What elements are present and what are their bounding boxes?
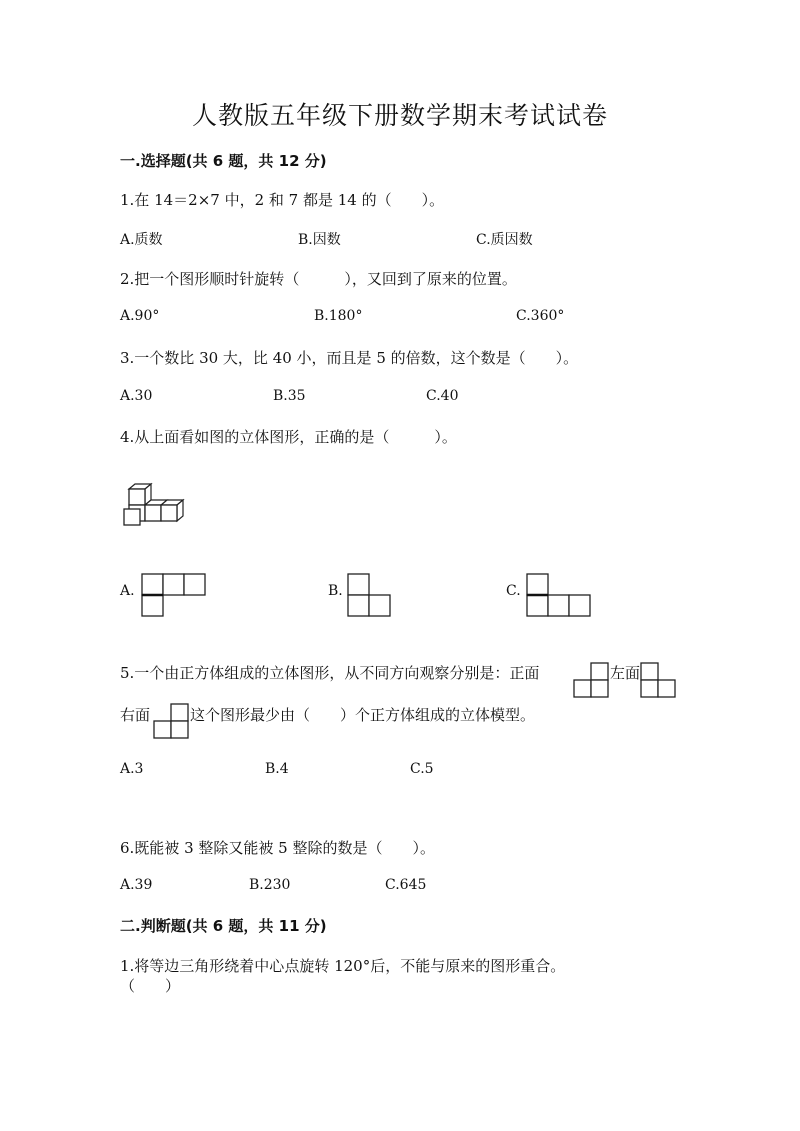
- judgement-question-1-blank: （ ）: [120, 977, 181, 995]
- option-a-top-view-icon: [141, 573, 207, 619]
- question-5-option-b: B.4: [265, 761, 289, 777]
- page-title: 人教版五年级下册数学期末考试试卷: [191, 101, 608, 130]
- question-5-option-c: C.5: [410, 761, 434, 777]
- question-4-option-a: A.: [120, 583, 135, 599]
- left-view-icon: [640, 662, 678, 698]
- question-3-option-c: C.40: [426, 388, 459, 404]
- question-5-text-part4: 这个图形最少由（ ）个正方体组成的立体模型。: [190, 706, 536, 724]
- question-2-option-c: C.360°: [516, 308, 565, 324]
- question-4-option-c: C.: [506, 583, 521, 599]
- question-2-text: 2.把一个图形顺时针旋转（ ），又回到了原来的位置。: [120, 270, 517, 288]
- solid-figure-diagram: [122, 483, 186, 527]
- question-5-text-part2: 左面: [610, 664, 641, 682]
- question-6-option-a: A.39: [120, 877, 153, 893]
- question-4-text: 4.从上面看如图的立体图形，正确的是（ ）。: [120, 428, 457, 446]
- question-3-option-a: A.30: [120, 388, 153, 404]
- question-4-option-b: B.: [328, 583, 343, 599]
- question-3-option-b: B.35: [273, 388, 306, 404]
- question-5-text-part3: 右面: [120, 706, 151, 724]
- question-6-option-b: B.230: [249, 877, 291, 893]
- question-6-option-c: C.645: [385, 877, 427, 893]
- question-2-option-a: A.90°: [120, 308, 160, 324]
- question-5-option-a: A.3: [120, 761, 144, 777]
- question-3-text: 3.一个数比 30 大，比 40 小，而且是 5 的倍数，这个数是（ ）。: [120, 349, 579, 367]
- option-b-top-view-icon: [347, 573, 393, 619]
- question-1-option-c: C.质因数: [476, 232, 533, 248]
- right-view-icon: [153, 703, 191, 739]
- front-view-icon: [573, 662, 611, 698]
- question-1-text: 1.在 14＝2×7 中，2 和 7 都是 14 的（ ）。: [120, 191, 445, 209]
- option-c-top-view-icon: [526, 573, 594, 619]
- question-1-option-a: A.质数: [120, 232, 163, 248]
- judgement-question-1-text: 1.将等边三角形绕着中心点旋转 120°后，不能与原来的图形重合。: [120, 957, 566, 975]
- section-heading-judgement: 二.判断题(共 6 题，共 11 分): [120, 917, 327, 935]
- question-2-option-b: B.180°: [314, 308, 363, 324]
- question-1-option-b: B.因数: [298, 232, 341, 248]
- question-6-text: 6.既能被 3 整除又能被 5 整除的数是（ ）。: [120, 839, 435, 857]
- section-heading-choice: 一.选择题(共 6 题，共 12 分): [120, 152, 327, 170]
- question-5-text-part1: 5.一个由正方体组成的立体图形，从不同方向观察分别是：正面: [120, 664, 540, 682]
